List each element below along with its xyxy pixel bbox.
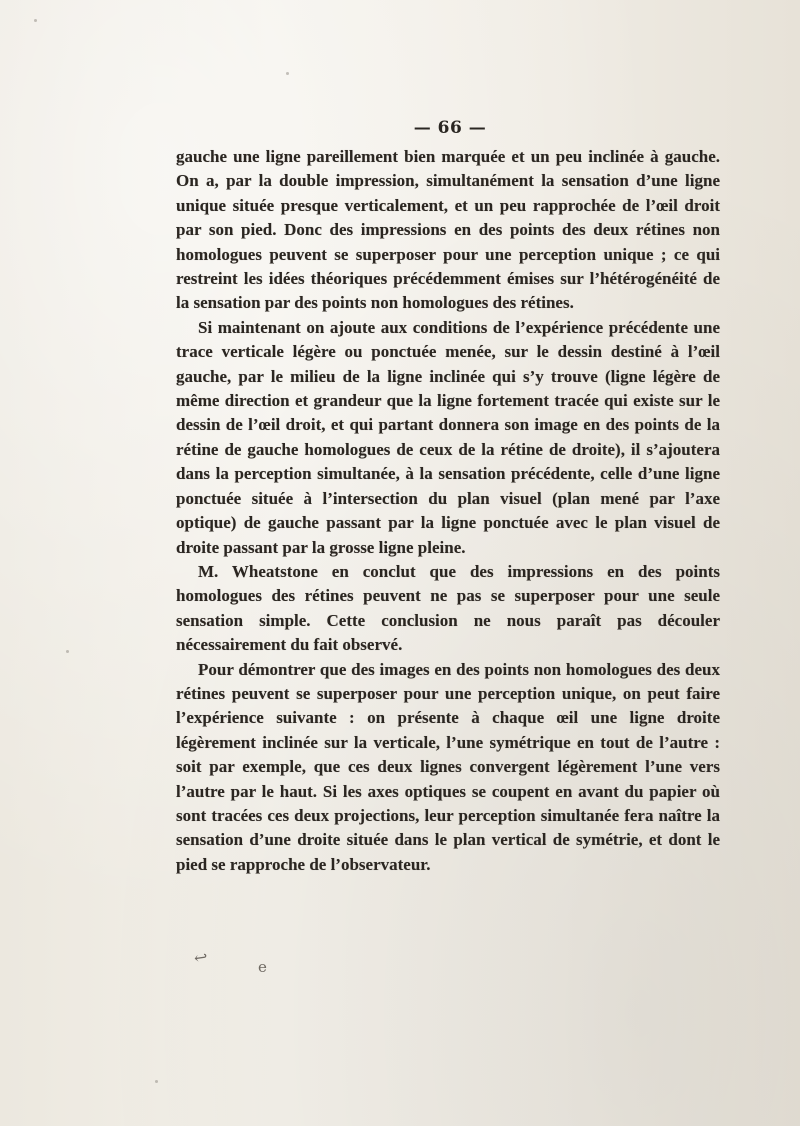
paper-speck [286,72,289,75]
paragraph-1: gauche une ligne pareillement bien marquée et un peu inclinée à gauche. On a, par la double impression, simultanément la sensation d’une ligne unique située presque verticalement, et un peu rapprochée de l’œil droit par son pied. Donc des impressions en des points des deux rétines non homologues peuvent se superposer pour une perception unique ; ce qui restreint les idées théoriques précédemment émises sur l’hétérogénéité de la sensation par des points non homologues des rétines. [176,147,720,313]
paper-speck [155,1080,158,1083]
body-text [176,145,720,877]
paragraph-4: Pour démontrer que des images en des points non homologues des deux rétines peuvent se superposer pour une perception unique, on peut faire l’expérience suivante : on présente à chaque œil une ligne droite légèrement inclinée sur la verticale, l’une symétrique en tout de l’autre : soit par exemple, que ces deux lignes convergent légèrement l’une vers l’autre par le haut. Si les axes optiques se coupent en avant du papier où sont tracées ces deux projections, leur perception simultanée fera naître la sensation d’une droite située dans le plan vertical de symétrie, et dont le pied se rapproche de l’observateur. [176,659,720,874]
paper-speck [34,19,37,22]
page-number-header: — 66 — [413,118,487,138]
paragraph-2: Si maintenant on ajoute aux conditions de l’expérience précédente une trace verticale légère ou ponctuée menée, sur le dessin destiné à l’œil gauche, par le milieu de la ligne inclinée qui s’y trouve (ligne légère de même direction et grandeur que la ligne fortement tracée qui existe sur le dessin de l’œil droit, et qui partant donnera son image en des points de la rétine de gauche homologues de ceux de la rétine de droite), il s’ajoutera dans la perception simultanée, à la sensation précédente, celle d’une ligne ponctuée située à l’intersection du plan visuel (plan mené par l’axe optique) de gauche passant par la ligne ponctuée avec le plan visuel de droite passant par la grosse ligne pleine. [176,317,720,557]
paragraph-3: M. Wheatstone en conclut que des impressions en des points homologues des rétines peuvent ne pas se superposer pour une seule sensation simple. Cette conclusion ne nous paraît pas découler nécessairement du fait observé. [176,561,720,655]
paper-speck [66,650,69,653]
ink-mark: ↩ [192,947,209,968]
ink-mark-letter: e [258,958,267,976]
